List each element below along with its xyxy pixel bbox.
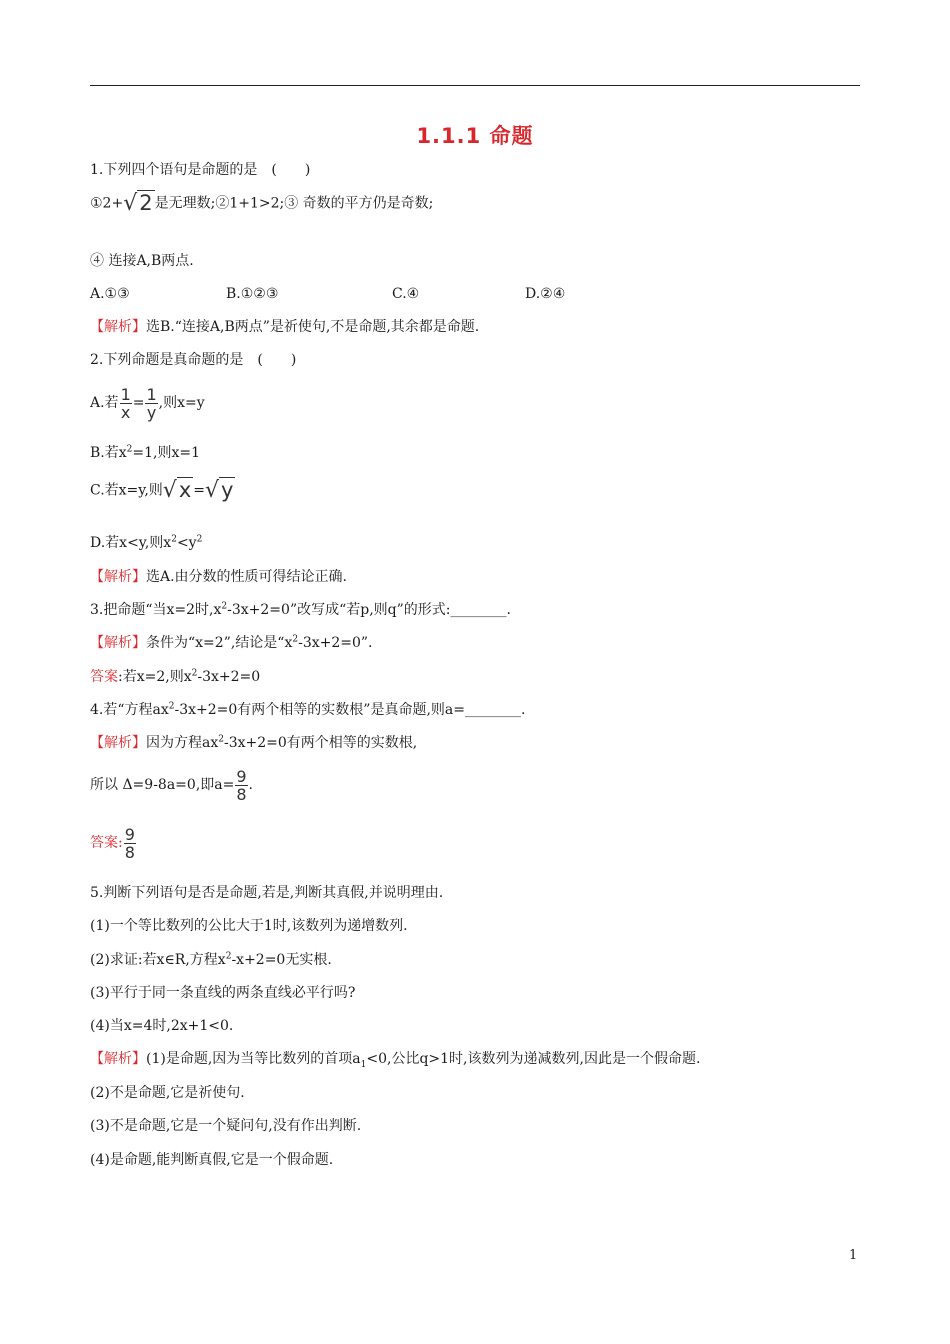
q5-analysis-3: (3)不是命题,它是一个疑问句,没有作出判断. xyxy=(90,1118,362,1134)
q1-items-b: 是无理数;②1+1>2;③ 奇数的平方仍是奇数; xyxy=(154,195,434,212)
q5-analysis-2: (2)不是命题,它是祈使句. xyxy=(90,1085,245,1101)
sqrt-two: √2 xyxy=(123,191,153,216)
q5-analysis-4: (4)是命题,能判断真假,它是一个假命题. xyxy=(90,1152,334,1168)
q3-answer: 答案:若x=2,则$x^2-3x+2=0$ xyxy=(90,668,261,685)
q1-stem: 1.下列四个语句是命题的是 ( ) xyxy=(90,162,311,178)
q2-option-b: B.若$x^2=1$,则x=1 xyxy=(90,444,200,461)
q1-analysis xyxy=(90,317,479,337)
q2-a-pre: A.若 xyxy=(90,395,119,411)
q1-items-a: ①2+ xyxy=(90,195,124,212)
q5-statement-1: (1)一个等比数列的公比大于1时,该数列为递增数列. xyxy=(90,918,408,934)
q2-stem: 2.下列命题是真命题的是 ( ) xyxy=(90,352,297,368)
q5-stem: 5.判断下列语句是否是命题,若是,判断其真假,并说明理由. xyxy=(90,885,444,901)
analysis-tag: 【解析】 xyxy=(90,1051,146,1067)
analysis-tag: 【解析】 xyxy=(90,569,146,585)
q5-analysis-1: 【解析】(1)是命题,因为当等比数列的首项$a_1<0$,公比q>1时,该数列为递减数列,因此是一个假命题. xyxy=(90,1051,701,1070)
analysis-tag: 【解析】 xyxy=(90,319,146,335)
q1-items-line1 xyxy=(90,193,433,214)
analysis-tag: 【解析】 xyxy=(90,735,146,751)
fraction-1-over-x: $\frac{1}{x}$ xyxy=(120,384,131,422)
q4-analysis-line2: 所以 Δ=9-8a=0,即a= $\frac{9}{8}$ . xyxy=(90,766,253,804)
q2-a-eq: = xyxy=(132,395,145,411)
page-number: 1 xyxy=(849,1248,858,1263)
q3-stem: 3.把命题“当x=2时$,x^2-3x+2=0$”改写成“若p,则q”的形式:________. xyxy=(90,601,511,618)
q4-stem: 4.若“方程$ax^2-3x+2=0$有两个相等的实数根”是真命题,则a=________. xyxy=(90,701,526,718)
q5-statement-4: (4)当x=4时,2x+1<0. xyxy=(90,1018,234,1034)
q1-option-a: A.①③ xyxy=(90,286,130,302)
q5-statement-2: (2)求证:若x∈R,方程$x^2-x+2=0$无实根. xyxy=(90,951,332,968)
analysis-tag: 【解析】 xyxy=(90,635,146,651)
answer-fraction-9-over-8: $\frac{9}{8}$ xyxy=(124,824,135,862)
answer-tag: 答案 xyxy=(90,669,118,685)
page-title: 1.1.1 命题 xyxy=(416,124,534,148)
q2-analysis-text: 选A.由分数的性质可得结论正确. xyxy=(146,569,348,585)
answer-tag: 答案: xyxy=(90,835,123,851)
q2-option-c: C.若x=y,则√x =√y xyxy=(90,478,234,503)
sqrt-y: √y xyxy=(205,478,234,503)
q5-statement-3: (3)平行于同一条直线的两条直线必平行吗? xyxy=(90,985,356,1001)
q1-option-b: B.①②③ xyxy=(226,286,279,302)
fraction-9-over-8: $\frac{9}{8}$ xyxy=(236,766,247,804)
q2-analysis xyxy=(90,567,347,587)
sqrt-x: √x xyxy=(162,478,192,503)
q1-option-c: C.④ xyxy=(392,286,420,302)
header-rule xyxy=(90,85,860,86)
q1-option-d: D.②④ xyxy=(525,286,566,302)
q2-a-post: ,则x=y xyxy=(158,395,205,411)
q2-option-a xyxy=(90,384,205,422)
q4-analysis: 【解析】因为方程$ax^2-3x+2=0$有两个相等的实数根, xyxy=(90,734,418,751)
q4-answer xyxy=(90,824,137,862)
q1-items-line2: ④ 连接A,B两点. xyxy=(90,253,194,269)
q3-analysis: 【解析】条件为“x=2”,结论是“$x^2-3x+2=0$”. xyxy=(90,634,373,651)
fraction-1-over-y: $\frac{1}{y}$ xyxy=(146,384,157,422)
q1-analysis-text: 选B.“连接A,B两点”是祈使句,不是命题,其余都是命题. xyxy=(146,319,480,335)
q2-option-d: D.若x<y,则$x^2<y^2$ xyxy=(90,534,203,551)
